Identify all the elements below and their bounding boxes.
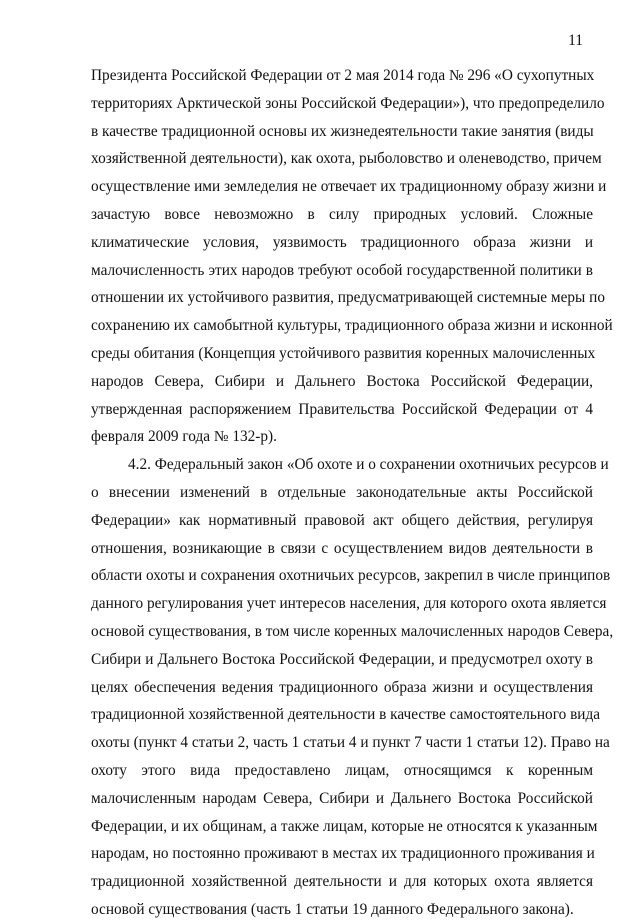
text-line: целях обеспечения ведения традиционного образа жизни и осуществления [91, 678, 593, 696]
text-line: охоты (пункт 4 статьи 2, часть 1 статьи 4 и пункт 7 части 1 статьи 12). Право на [91, 734, 610, 752]
text-line: среды обитания (Концепция устойчивого развития коренных малочисленных [91, 344, 596, 362]
text-line: охоту этого вида предоставлено лицам, относящимся к коренным [91, 761, 593, 779]
text-line: отношения, возникающие в связи с осуществлением видов деятельности в [91, 539, 593, 557]
text-line: сохранению их самобытной культуры, традиционного образа жизни и исконной [91, 317, 613, 335]
text-line: о внесении изменений в отдельные законодательные акты Российской [91, 483, 593, 501]
text-line: осуществление ими земледелия не отвечает их традиционному образу жизни и [91, 178, 607, 196]
text-line: в качестве традиционной основы их жизнедеятельности такие занятия (виды [91, 122, 594, 140]
text-line: территориях Арктической зоны Российской Федерации»), что предопределило [91, 94, 605, 112]
text-line: народам, но постоянно проживают в местах их традиционного проживания и [91, 845, 595, 863]
page-number: 11 [568, 32, 583, 49]
text-line: утвержденная распоряжением Правительства Российской Федерации от 4 [91, 400, 593, 418]
text-line: Сибири и Дальнего Востока Российской Федерации, и предусмотрел охоту в [91, 650, 593, 668]
paragraph-section-4-2 [91, 451, 614, 924]
text-line: февраля 2009 года № 132-р). [91, 428, 277, 446]
text-line: климатические условия, уязвимость традиционного образа жизни и [91, 233, 593, 251]
text-line: традиционной хозяйственной деятельности и для которых охота является [91, 873, 593, 891]
section-heading-line: 4.2. Федеральный закон «Об охоте и о сохранении охотничьих ресурсов и [128, 456, 609, 474]
text-line: традиционной хозяйственной деятельности в качестве самостоятельного вида [91, 706, 601, 724]
text-line: основой существования (часть 1 статьи 19 данного Федерального закона). [91, 900, 574, 918]
text-line: малочисленным народам Севера, Сибири и Дальнего Востока Российской [91, 789, 593, 807]
text-line: отношении их устойчивого развития, предусматривающей системные меры по [91, 289, 605, 307]
text-line: основой существования, в том числе коренных малочисленных народов Севера, [91, 622, 614, 640]
text-line: данного регулирования учет интересов населения, для которого охота является [91, 595, 607, 613]
text-line: хозяйственной деятельности), как охота, рыболовство и оленеводство, причем [91, 150, 602, 168]
text-line: Федерации» как нормативный правовой акт общего действия, регулируя [91, 511, 593, 529]
text-line: зачастую вовсе невозможно в силу природных условий. Сложные [91, 205, 593, 223]
text-line: малочисленность этих народов требуют особой государственной политики в [91, 261, 593, 279]
text-line: народов Севера, Сибири и Дальнего Востока Российской Федерации, [91, 372, 593, 390]
paragraph-continuation [91, 62, 613, 451]
body-text [91, 62, 614, 924]
text-line: Президента Российской Федерации от 2 мая 2014 года № 296 «О сухопутных [91, 67, 595, 84]
text-line: Федерации, и их общинам, а также лицам, которые не относятся к указанным [91, 817, 598, 835]
text-line: области охоты и сохранения охотничьих ресурсов, закрепил в числе принципов [91, 567, 611, 585]
